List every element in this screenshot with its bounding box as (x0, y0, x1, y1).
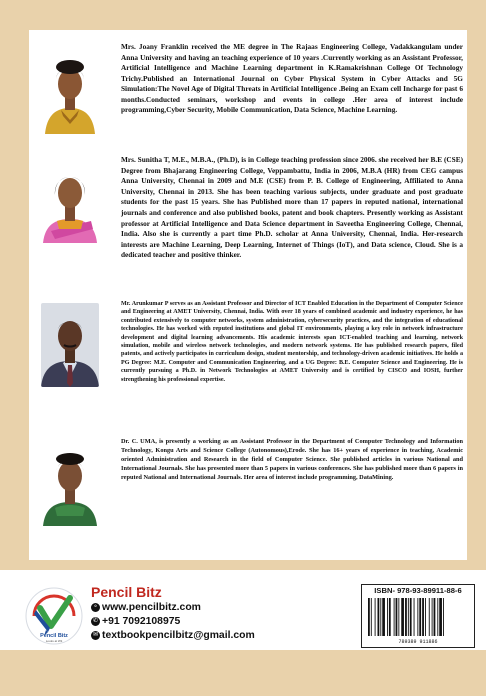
logo-tagline: Looks at Wit (45, 639, 63, 643)
isbn-label: ISBN- 978-93-89911-88-6 (374, 586, 462, 595)
website-line[interactable] (91, 602, 201, 613)
author-photo-4 (41, 442, 99, 526)
globe-icon: ⚬ (92, 604, 99, 610)
page-edge (486, 0, 492, 696)
phone-line[interactable] (91, 616, 180, 627)
barcode (366, 598, 470, 644)
author-bio-text-4: Dr. C. UMA, is presently a working as an Assistant Professor in the Department of Computer Technology and Information Technology, Kongu Arts and Science College (Autonomous),Erode. She has 16+ years of experience in teaching, Academic oriented Administration and Research in the field of Computer Science. She published articles in various National and International Journals. She has presented more than 5 papers in various conferences. She has published more than 6 papers in reputed National and International Journals. Her area of interest include programming, DataMining. (121, 438, 463, 481)
author-photo-1 (41, 50, 99, 134)
phone-icon: ✆ (92, 618, 99, 624)
author-bios-panel (29, 30, 467, 560)
website-text[interactable]: www.pencilbitz.com (102, 602, 201, 613)
publisher-footer (0, 570, 486, 650)
email-text[interactable]: textbookpencilbitz@gmail.com (102, 630, 255, 641)
pencil-bitz-logo (24, 586, 84, 646)
author-bio-text-1: Mrs. Joany Franklin received the ME degree in The Rajaas Engineering College, Vadakkangulam under Anna University and having an teaching experience of 10 years .Currently working as an Assistant Professor, Artificial Intelligence and Machine Learning department in K.Ramakrishnan College Of Technology Trichy.Published an International Journal on Cyber Physical System in Cyber Attacks and 5G Simulation:The Novel Age of Digital Threats in Artificial Intelligence .Being an Exam cell Incharge for past 6 months.Conducted seminars, workshop and events in college .Her area of interest include programming,Cyber Security, Mobile Communication, Data Science, Machine Learning. (121, 42, 463, 114)
author-bio-text-2: Mrs. Sunitha T, M.E., M.B.A., (Ph.D), is in College teaching profession since 2006. she received her B.E (CSE) Degree from Bhajarang Engineering College, Veppambattu, India in 2006, M.B.A (HR) from CEG campus Anna University, Chennai in 2009 and M.E (CSE) from P. B. College of Engineering, Affiliated to Anna University, Chennai in 2013. She has been teaching various subjects, under graduate and post graduate students for the past 15 years. She has Published more than 17 papers in reputed national, international journals and conference and also published books, patent and book chapters. Presently working as Assistant professor at Artificial Intelligence and Data Science department in Saveetha Engineering College, Chennai, India. Also she is currently a part time Ph.D. scholar at Anna University, Chennai, India. Her-research interests are Machine Learning, Deep Learning, Internet of Things (IoT), and Data science, Cloud. She is a dedicated teacher and positive thinker. (121, 155, 463, 260)
author-photo-3 (41, 303, 99, 387)
logo-text: Pencil Bitz (40, 633, 68, 639)
author-bio-3 (29, 294, 467, 432)
mail-icon: ✉ (92, 632, 99, 638)
email-line[interactable] (91, 630, 255, 641)
publisher-name: Pencil Bitz (91, 584, 162, 600)
author-bio-4 (29, 432, 467, 552)
author-bio-text-3: Mr. Arunkumar P serves as an Assistant Professor and Director of ICT Enabled Education in the Department of Computer Science and Engineering at AMET University, Chennai, India. With over 18 years of combined academic and industry experience, he has contributed extensively to computer networks, system administration, cybersecurity practices, and the integration of educational technologies. He has worked with reputed institutions and global IT environments, playing a key role in network infrastructure development and digital learning advancements. His academic interests span ICT-enabled teaching and learning, network simulation, mobile and wireless network technologies, and modern network systems. He has published research papers, filed patents, and actively participates in curriculum design, student mentorship, and technology-driven academic initiatives. He holds a PG Degree: M.E. Computer and Communication Engineering, and a UG Degree: B.E. Computer Science and Engineering. He is currently pursuing a Ph.D. in Network Technologies at AMET University and is certified by CISCO and IOSH, further strengthening his professional expertise. (121, 301, 463, 383)
author-photo-2 (41, 159, 99, 243)
author-bio-1 (29, 30, 467, 150)
phone-text[interactable]: +91 7092108975 (102, 616, 181, 627)
author-bio-2 (29, 152, 467, 292)
isbn-box (361, 584, 475, 648)
barcode-digits: 789389 911886 (398, 639, 438, 644)
